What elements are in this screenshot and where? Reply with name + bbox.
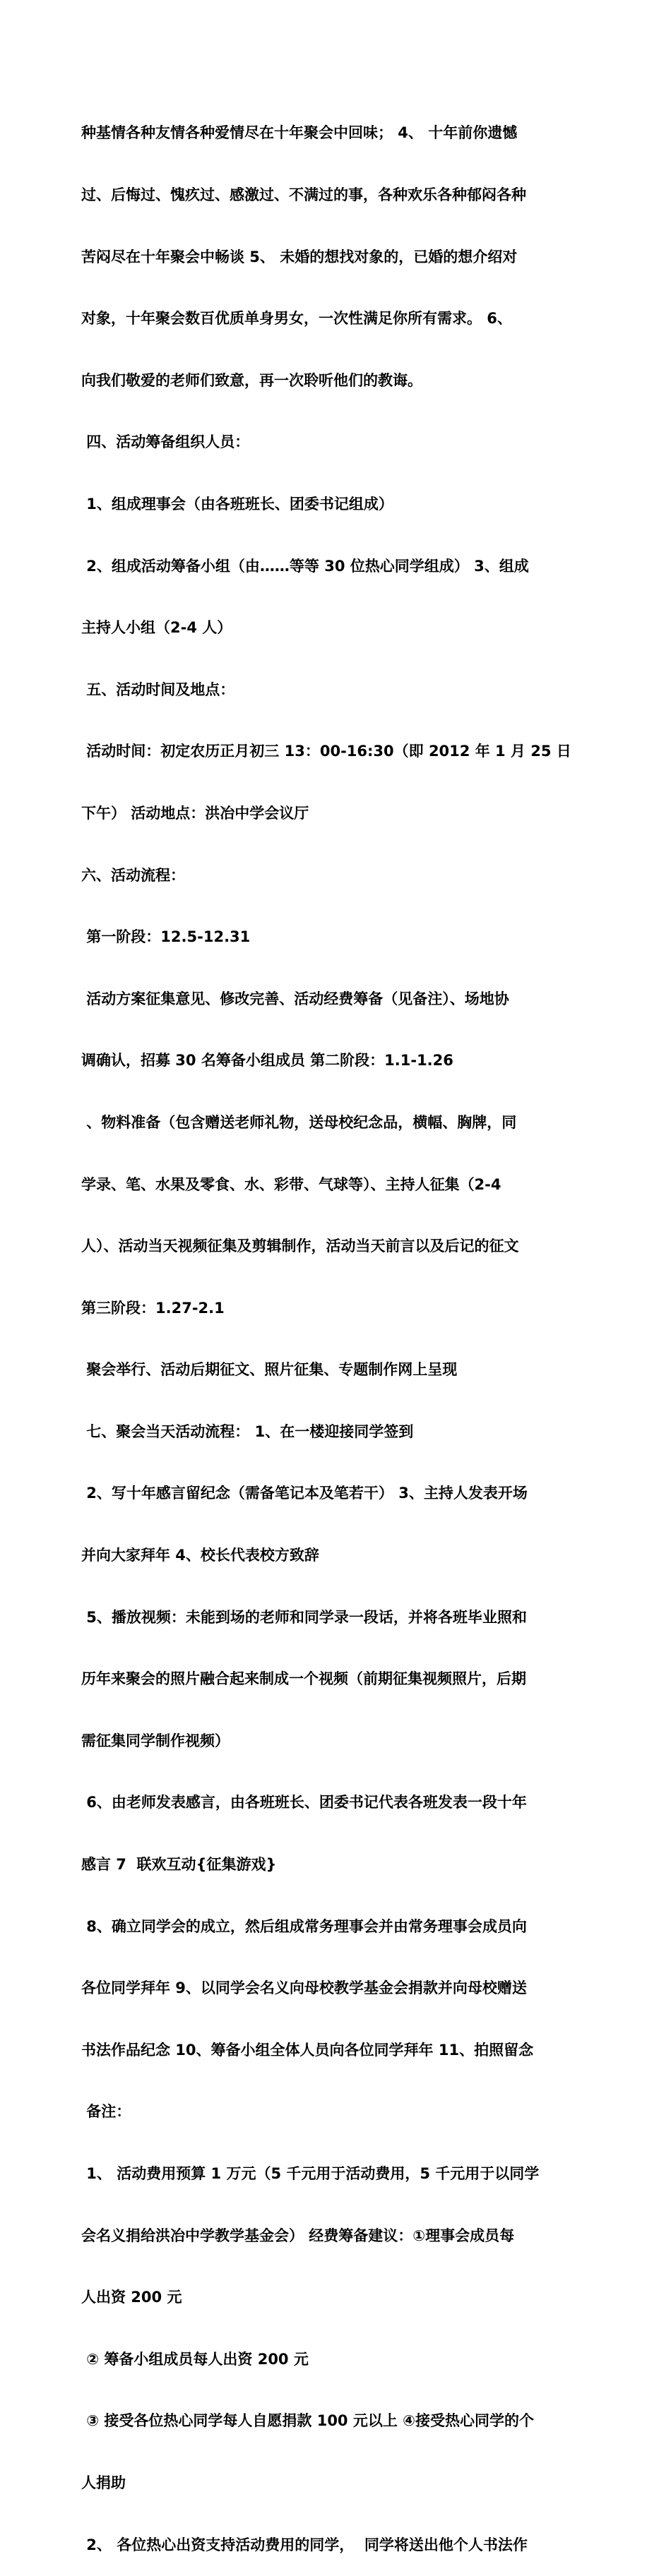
text-line: 聚会举行、活动后期征文、照片征集、专题制作网上呈现 [81, 1361, 458, 1379]
text-line: 、物料准备（包含赠送老师礼物，送母校纪念品，横幅、胸牌，同 [81, 1113, 517, 1131]
document-body [81, 82, 591, 2576]
section-heading: 四、活动筹备组织人员： [81, 433, 250, 451]
section-heading: 五、活动时间及地点： [81, 681, 235, 698]
text-line: 活动方案征集意见、修改完善、活动经费筹备（见备注）、场地协 [81, 990, 509, 1007]
text-line: 2、写十年感言留纪念（需备笔记本及笔若干） 3、主持人发表开场 [81, 1485, 528, 1502]
text-line: 8、确立同学会的成立，然后组成常务理事会并由常务理事会成员向 [81, 1917, 527, 1935]
text-line: 调确认，招募 30 名筹备小组成员 第二阶段：1.1-1.26 [81, 1052, 453, 1070]
text-line: 人出资 200 元 [81, 2289, 182, 2306]
text-line: 向我们敬爱的老师们致意，再一次聆听他们的教诲。 [81, 371, 422, 389]
text-line: 过、后悔过、愧疚过、感激过、不满过的事，各种欢乐各种郁闷各种 [81, 186, 526, 203]
text-line: 2、 各位热心出资支持活动费用的同学， 同学将送出他个人书法作 [81, 2536, 528, 2553]
text-line: 感言 7 联欢互动{征集游戏} [81, 1856, 277, 1874]
text-line: 对象，十年聚会数百优质单身男女，一次性满足你所有需求。 6、 [81, 310, 512, 328]
text-line: 1、组成理事会（由各班班长、团委书记组成） [81, 495, 393, 513]
text-line: 6、由老师发表感言，由各班班长、团委书记代表各班发表一段十年 [81, 1794, 527, 1811]
text-line: 苦闷尽在十年聚会中畅谈 5、 未婚的想找对象的，已婚的想介绍对 [81, 248, 518, 265]
text-line: 第三阶段：1.27-2.1 [81, 1299, 225, 1317]
text-line: ② 筹备小组成员每人出资 200 元 [81, 2350, 309, 2368]
text-line: 会名义捐给洪冶中学教学基金会） 经费筹备建议：①理事会成员每 [81, 2227, 515, 2244]
text-line: ③ 接受各位热心同学每人自愿捐款 100 元以上 ④接受热心同学的个 [81, 2412, 534, 2430]
text-line: 学录、笔、水果及零食、水、彩带、气球等）、主持人征集（2-4 [81, 1175, 501, 1193]
text-line: 5、播放视频：未能到场的老师和同学录一段话，并将各班毕业照和 [81, 1608, 527, 1626]
text-line: 书法作品纪念 10、筹备小组全体人员向各位同学拜年 11、拍照留念 [81, 2041, 534, 2059]
text-line: 下午） 活动地点：洪冶中学会议厅 [81, 804, 309, 822]
section-heading: 六、活动流程： [81, 866, 185, 884]
text-line: 第一阶段：12.5-12.31 [81, 928, 251, 946]
text-line: 人）、活动当天视频征集及剪辑制作，活动当天前言以及后记的征文 [81, 1238, 519, 1255]
text-line: 2、组成活动筹备小组（由……等等 30 位热心同学组成） 3、组成 [81, 557, 529, 575]
text-line: 人捐助 [81, 2474, 126, 2491]
section-heading: 七、聚会当天活动流程： 1、在一楼迎接同学签到 [81, 1422, 414, 1440]
text-line: 并向大家拜年 4、校长代表校方致辞 [81, 1547, 319, 1564]
text-line: 种基情各种友情各种爱情尽在十年聚会中回味； 4、 十年前你遗憾 [81, 124, 518, 142]
text-line: 1、 活动费用预算 1 万元（5 千元用于活动费用，5 千元用于以同学 [81, 2165, 540, 2182]
text-line: 各位同学拜年 9、以同学会名义向母校教学基金会捐款并向母校赠送 [81, 1979, 527, 1997]
text-line: 活动时间：初定农历正月初三 13：00-16:30（即 2012 年 1 月 25 日 [81, 743, 571, 760]
text-line: 主持人小组（2-4 人） [81, 619, 232, 637]
text-line: 需征集同学制作视频） [81, 1732, 230, 1749]
text-line: 历年来聚会的照片融合起来制成一个视频（前期征集视频照片，后期 [81, 1670, 526, 1688]
section-heading: 备注： [81, 2103, 131, 2121]
